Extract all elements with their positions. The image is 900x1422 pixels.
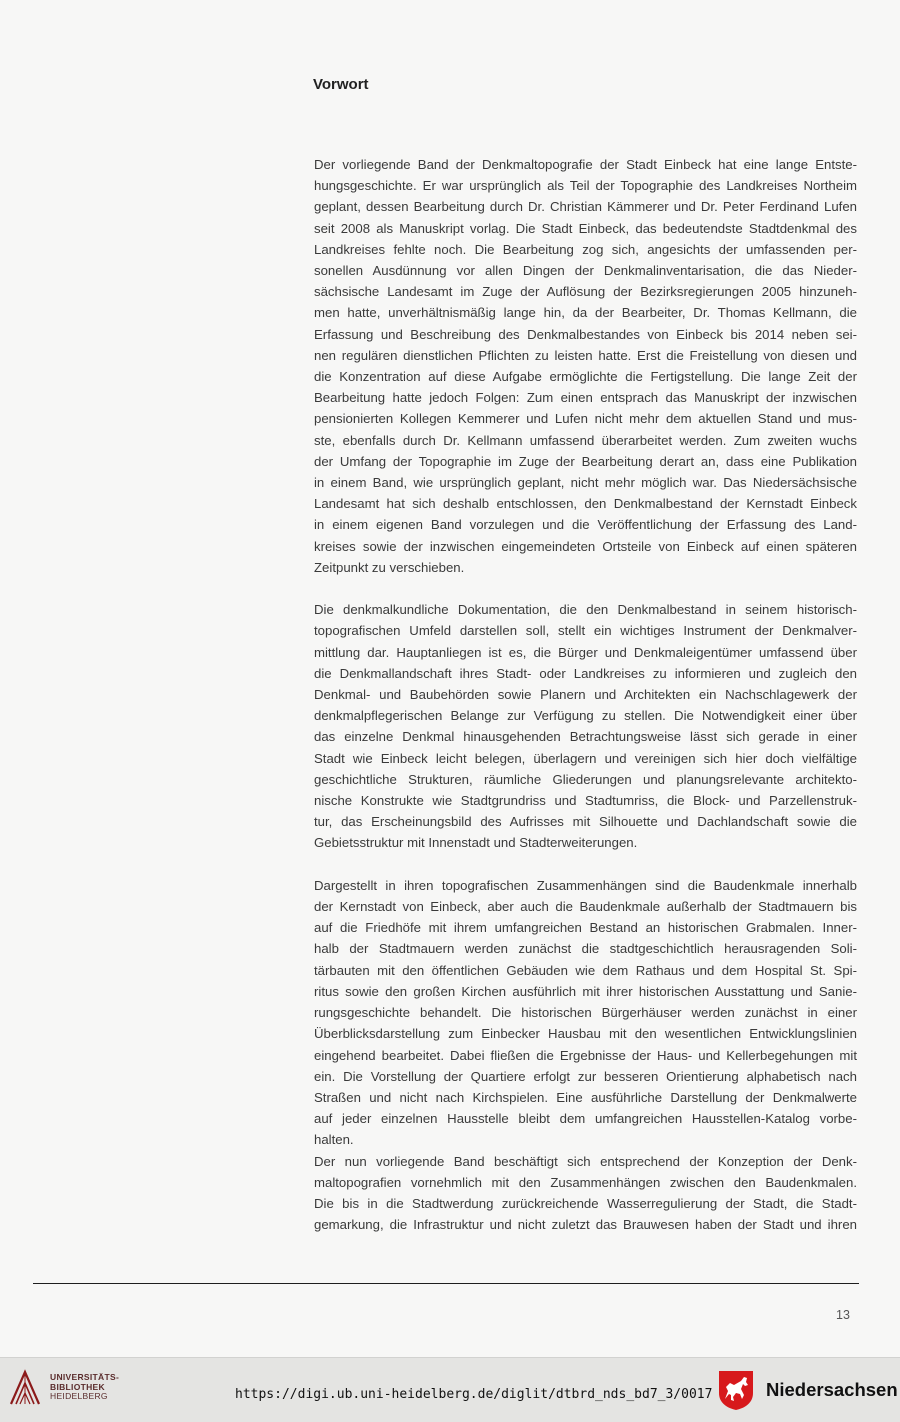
text-line: men hatte, unverhältnismäßig lange hin, da der Bearbeiter, Dr. Thomas Kellmann, die (314, 305, 857, 321)
text-line: sächsische Landesamt im Zuge der Auflösung der Bezirksregierungen 2005 hinzuneh- (314, 284, 857, 300)
text-line: Gebietsstruktur mit Innenstadt und Stadterweiterungen. (314, 835, 638, 851)
text-line: das einzelne Denkmal hinausgehenden Betrachtungsweise lässt sich gerade in einer (314, 729, 857, 745)
text-line: mittlung dar. Hauptanliegen ist es, die Bürger und Denkmaleigentümer umfassend über (314, 644, 857, 660)
text-line: hungsgeschichte. Er war ursprünglich als Teil der Topographie des Landkreises Northeim (314, 178, 857, 194)
library-logo-icon[interactable] (8, 1368, 42, 1408)
text-line: sonellen Ausdünnung vor allen Dingen der Denkmalinventarisation, die das Nieder- (314, 263, 857, 279)
text-line: Straßen und nicht nach Kirchspielen. Eine ausführliche Darstellung der Denkmalwerte (314, 1089, 857, 1105)
paragraph-gap (314, 854, 857, 875)
text-line: halb der Stadtmauern werden zunächst die stadtgeschichtlich herausragenden Soli- (314, 941, 857, 957)
text-line: Landesamt hat sich deshalb entschlossen, den Denkmalbestand der Kernstadt Einbeck (314, 496, 857, 512)
text-line: Stadt wie Einbeck leicht belegen, überlagern und vereinigen sich hier doch vielfältige (314, 750, 857, 766)
footer-rule (33, 1283, 859, 1284)
text-line: topografischen Umfeld darstellen soll, stellt ein wichtiges Instrument der Denkmalver- (314, 623, 857, 639)
paragraph (314, 599, 857, 853)
text-line: Dargestellt in ihren topografischen Zusammenhängen sind die Baudenkmale innerhalb (314, 877, 857, 893)
library-name-line: HEIDELBERG (50, 1391, 108, 1401)
text-line: tärbauten mit den öffentlichen Gebäuden wie dem Rathaus und dem Hospital St. Spi- (314, 962, 857, 978)
text-line: Der vorliegende Band der Denkmaltopografie der Stadt Einbeck hat eine lange Entste- (314, 157, 857, 172)
text-line: kreises sowie der inzwischen eingemeindeten Ortsteile von Einbeck auf einen späteren (314, 538, 857, 554)
text-line: der Kernstadt von Einbeck, aber auch die Baudenkmale außerhalb der Stadtmauern bis (314, 899, 857, 915)
text-line: der Umfang der Topographie im Zuge der Bearbeitung derart an, dass eine Publikation (314, 453, 857, 469)
text-line: maltopografien vornehmlich mit den Zusammenhängen zwischen den Baudenkmalen. (314, 1174, 857, 1190)
text-line: geschichtliche Strukturen, räumliche Gliederungen und planungsrelevante architekto- (314, 771, 857, 787)
text-line: in einem Band, wie ursprünglich geplant, nicht mehr möglich war. Das Niedersächsische (314, 475, 857, 491)
text-line: Bearbeitung hatte jedoch Folgen: Zum einen entsprach das Manuskript der inzwischen (314, 390, 857, 406)
text-line: tur, das Erscheinungsbild des Aufrisses mit Silhouette und Dachlandschaft sowie die (314, 814, 857, 830)
library-name-line: UNIVERSITÄTS- (50, 1372, 120, 1382)
text-line: gemarkung, die Infrastruktur und nicht zuletzt das Brauwesen haben der Stadt und ihren (314, 1217, 857, 1233)
text-line: halten. (314, 1132, 354, 1148)
text-line: Landkreises fehlte noch. Die Bearbeitung zog sich, angesichts der umfassenden per- (314, 241, 857, 257)
text-line: in einem eigenen Band vorzulegen und die Veröffentlichung der Erfassung des Land- (314, 517, 857, 533)
library-name (50, 1373, 119, 1402)
text-line: rungsgeschichte behandelt. Die historischen Bürgerhäuser werden zunächst in einer (314, 1005, 857, 1021)
text-line: die Konzentration auf diese Aufgabe ermöglichte die Fertigstellung. Die lange Zeit der (314, 369, 857, 385)
text-line: denkmalpflegerischen Belange zur Verfügung zu stellen. Die Notwendigkeit einer über (314, 708, 857, 724)
text-line: ste, ebenfalls durch Dr. Kellmann umfassend überarbeitet werden. Zum zweiten wuchs (314, 432, 857, 448)
viewer-footer (0, 1357, 900, 1422)
page-heading: Vorwort (313, 76, 369, 93)
page-number: 13 (836, 1308, 850, 1322)
text-line: Erfassung und Beschreibung des Denkmalbestandes von Einbeck bis 2014 neben sei- (314, 326, 857, 342)
text-line: geplant, dessen Bearbeitung durch Dr. Christian Kämmerer und Dr. Peter Ferdinand Lufen (314, 199, 857, 215)
text-line: Überblicksdarstellung zum Einbecker Hausbau mit den wesentlichen Entwicklungslinien (314, 1026, 857, 1042)
text-line: Die bis in die Stadtwerdung zurückreichende Wasserregulierung der Stadt, die Stadt- (314, 1195, 857, 1211)
paragraph-gap (314, 578, 857, 599)
text-line: Zeitpunkt zu verschieben. (314, 559, 465, 575)
text-line: die Denkmallandschaft ihres Stadt- oder Landkreises zu informieren und zugleich den (314, 665, 857, 681)
text-line: nische Konstrukte wie Stadtgrundriss und Stadtumriss, die Block- und Parzellenstruk- (314, 793, 857, 809)
text-line: pensionierten Kollegen Kemmerer und Lufen nicht mehr dem aktuellen Stand und mus- (314, 411, 857, 427)
niedersachsen-horse-icon (717, 1369, 755, 1411)
text-line: nen regulären dienstlichen Pflichten zu leisten hatte. Erst die Freistellung von diesen und (314, 347, 857, 363)
paragraph (314, 1151, 857, 1236)
text-line: Die denkmalkundliche Dokumentation, die den Denkmalbestand in seinem historisch- (314, 602, 857, 618)
text-line: Der nun vorliegende Band beschäftigt sich entsprechend der Konzeption der Denk- (314, 1153, 857, 1169)
text-line: eingehend bearbeitet. Dabei fließen die Ergebnisse der Haus- und Kellerbegehungen mit (314, 1047, 857, 1063)
library-name-line: BIBLIOTHEK (50, 1381, 105, 1392)
text-line: auf die Friedhöfe mit ihrem umfangreichen Bestand an historischen Grabmalen. Inner- (314, 920, 857, 936)
text-line: auf jeder einzelnen Hausstelle bleibt dem umfangreichen Hausstellen-Katalog vorbe- (314, 1111, 857, 1127)
body-text (314, 154, 857, 1235)
paragraph (314, 154, 857, 578)
paragraph (314, 875, 857, 1151)
text-line: ritus sowie den großen Kirchen ausführlich mit ihrer historischen Ausstattung und Sanie- (314, 983, 857, 999)
permalink-url[interactable]: https://digi.ub.uni-heidelberg.de/diglit/dtbrd_nds_bd7_3/0017 (235, 1387, 713, 1402)
text-line: ein. Die Vorstellung der Quartiere erfolgt zur besseren Orientierung alphabetisch nach (314, 1068, 857, 1084)
text-line: Denkmal- und Baubehörden sowie Planern und Architekten ein Nachschlagewerk der (314, 687, 857, 703)
state-name: Niedersachsen (766, 1379, 898, 1400)
text-line: seit 2008 als Manuskript vorlag. Die Stadt Einbeck, das bedeutendste Stadtdenkmal des (314, 220, 857, 236)
